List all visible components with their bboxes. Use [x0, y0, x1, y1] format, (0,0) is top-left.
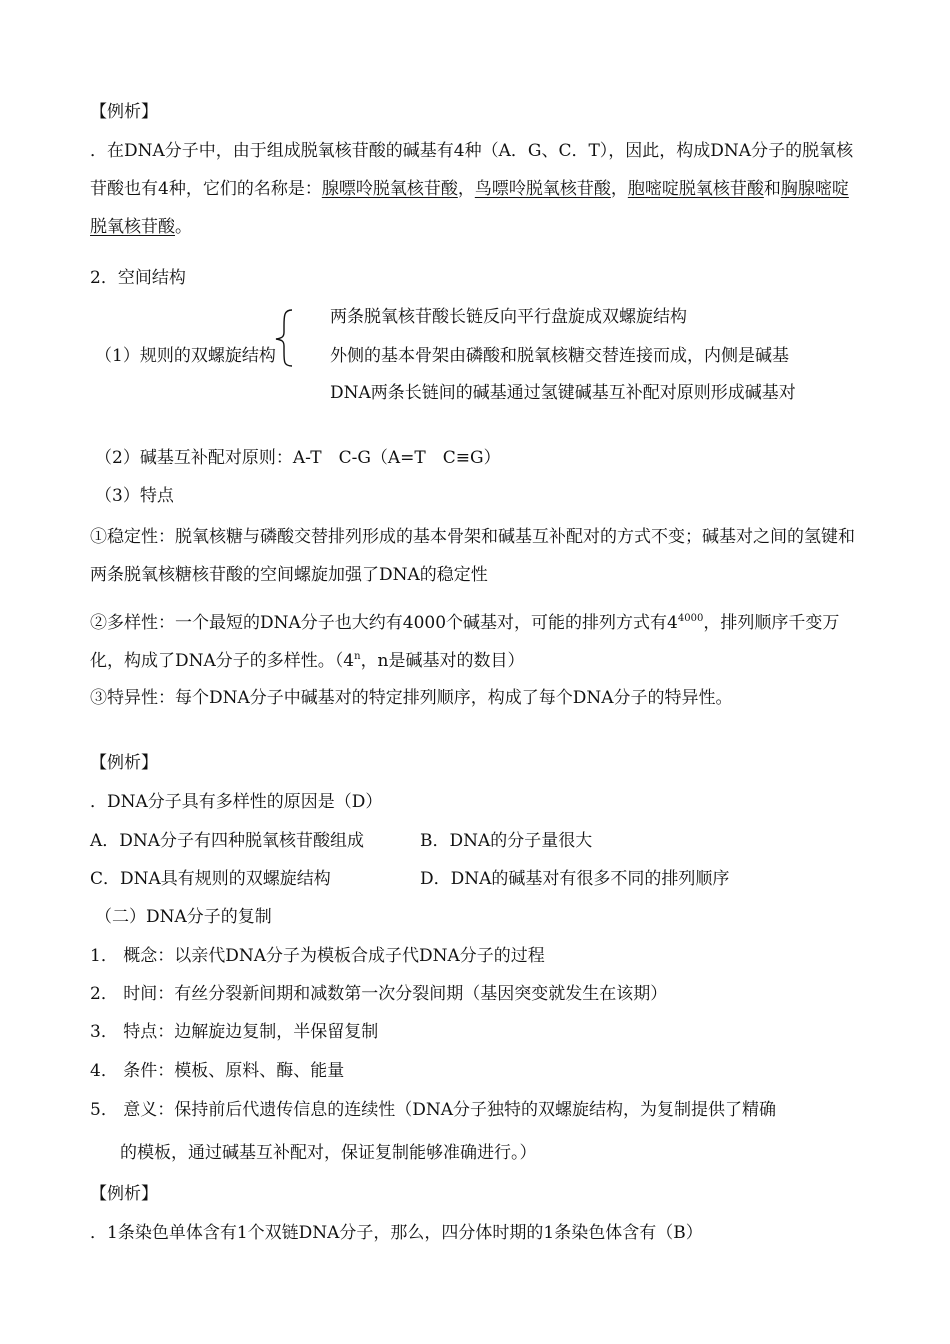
- nucleotide-name-thymine: 胸腺嘧啶脱氧核苷酸: [90, 179, 849, 237]
- stability-paragraph: ①稳定性：脱氧核糖与磷酸交替排列形成的基本骨架和碱基互补配对的方式不变；碱基对之间的氢键和两条脱氧核糖核苷酸的空间螺旋加强了DNA的稳定性: [90, 527, 855, 585]
- replication-features: 3． 特点：边解旋边复制，半保留复制: [90, 1022, 379, 1042]
- replication-significance: 5． 意义：保持前后代遗传信息的连续性（DNA分子独特的双螺旋结构，为复制提供了精确: [90, 1100, 776, 1120]
- replication-conditions: 4． 条件：模板、原料、酶、能量: [90, 1061, 345, 1081]
- question-diversity: ．DNA分子具有多样性的原因是（D）: [90, 792, 383, 812]
- nucleotide-name-cytosine: 胞嘧啶脱氧核苷酸: [627, 179, 764, 199]
- option-d: D．DNA的碱基对有很多不同的排列顺序: [420, 869, 730, 889]
- spatial-structure-title: 2．空间结构: [90, 268, 186, 288]
- nucleotide-paragraph: [90, 132, 865, 246]
- example-heading-3: 【例析】: [90, 1184, 158, 1204]
- period: 。: [175, 217, 192, 237]
- nucleotide-name-guanine: 鸟嘌呤脱氧核苷酸: [474, 179, 611, 199]
- question-chromosome: ．1条染色单体含有1个双链DNA分子，那么，四分体时期的1条染色体含有（B）: [90, 1223, 703, 1243]
- base-pairing-rule: （2）碱基互补配对原则：A-T C-G（A=T C≡G）: [95, 448, 501, 468]
- helix-point-3: DNA两条长链间的碱基通过氢键碱基互补配对原则形成碱基对: [330, 383, 796, 403]
- exponent: n: [354, 651, 361, 662]
- replication-significance-cont: 的模板，通过碱基互补配对，保证复制能够准确进行。）: [120, 1143, 537, 1163]
- helix-point-2: 外侧的基本骨架由磷酸和脱氧核糖交替连接而成，内侧是碱基: [330, 346, 789, 366]
- replication-concept: 1． 概念：以亲代DNA分子为模板合成子代DNA分子的过程: [90, 946, 545, 966]
- conjunction: 和: [763, 179, 781, 199]
- separator: ，: [457, 179, 475, 199]
- nucleotide-intro: ．在DNA分子中，由于组成脱氧核苷酸的碱基有4种（A．G、C．T），因此，构成DNA分子的脱氧核苷酸也有4种，它们的名称是：: [90, 141, 854, 199]
- separator: ，: [610, 179, 628, 199]
- exponent: 4000: [677, 613, 704, 624]
- diversity-text: ②多样性：一个最短的DNA分子也大约有4000个碱基对，可能的排列方式有4: [90, 613, 678, 633]
- features-title: （3）特点: [95, 486, 174, 506]
- diversity-text: ，n是碱基对的数目）: [360, 651, 525, 671]
- replication-title: （二）DNA分子的复制: [95, 907, 272, 927]
- example-heading-1: 【例析】: [90, 102, 158, 122]
- diversity-text: ，排列顺序千变万化，构成了DNA分子的多样性。（4: [90, 613, 840, 671]
- left-brace-icon: [272, 308, 294, 368]
- nucleotide-name-adenine: 腺嘌呤脱氧核苷酸: [321, 179, 458, 199]
- option-b: B．DNA的分子量很大: [420, 831, 593, 851]
- specificity-paragraph: ③特异性：每个DNA分子中碱基对的特定排列顺序，构成了每个DNA分子的特异性。: [90, 688, 733, 708]
- option-c: C．DNA具有规则的双螺旋结构: [90, 869, 331, 889]
- example-heading-2: 【例析】: [90, 753, 158, 773]
- double-helix-label: （1）规则的双螺旋结构: [95, 346, 276, 366]
- option-a: A．DNA分子有四种脱氧核苷酸组成: [90, 831, 365, 851]
- helix-point-1: 两条脱氧核苷酸长链反向平行盘旋成双螺旋结构: [330, 307, 687, 327]
- diversity-paragraph: [90, 604, 865, 680]
- replication-time: 2． 时间：有丝分裂新间期和减数第一次分裂间期（基因突变就发生在该期）: [90, 984, 668, 1004]
